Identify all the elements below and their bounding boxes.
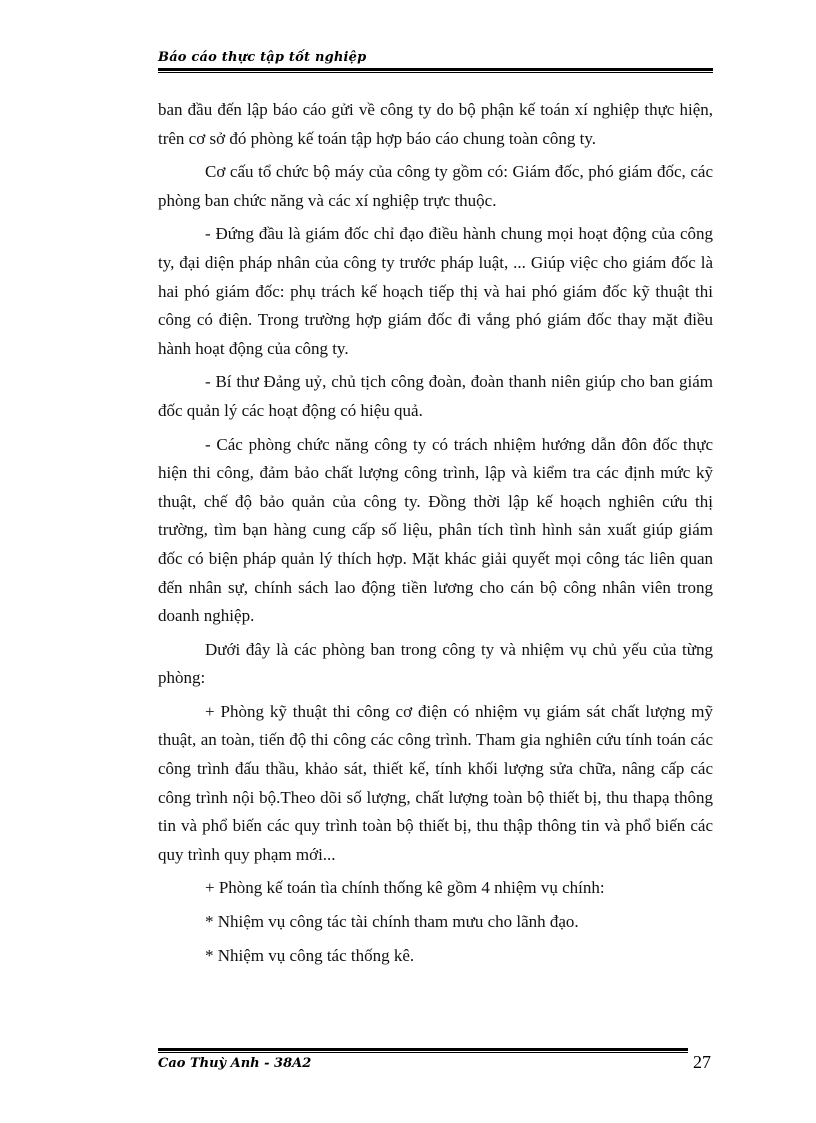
paragraph-6: Dưới đây là các phòng ban trong công ty và nhiệm vụ chủ yếu của từng phòng: [158, 639, 713, 688]
paragraph-8: + Phòng kế toán tìa chính thống kê gồm 4 nhiệm vụ chính: [205, 878, 605, 898]
page-number: 27 [693, 1052, 711, 1072]
footer-rule [158, 1048, 688, 1053]
paragraph-10: * Nhiệm vụ công tác thống kê. [205, 945, 415, 965]
paragraph-3: - Đứng đầu là giám đốc chỉ đạo điều hành chung mọi hoạt động của công ty, đại diện pháp nhân của công ty trước pháp luật, ... Giúp việc cho giám đốc là hai phó giám đốc: phụ trách kế hoạch tiếp thị và hai phó giám đốc kỹ thuật thi công có điện. Trong trường hợp giám đốc đi vắng phó giám đốc thay mặt điều hành hoạt động của công ty. [158, 224, 713, 358]
paragraph-9: * Nhiệm vụ công tác tài chính tham mưu cho lãnh đạo. [205, 912, 579, 932]
footer-author: Cao Thuỳ Anh - 38A2 [158, 1056, 312, 1071]
paragraph-2: Cơ cấu tổ chức bộ máy của công ty gồm có: Giám đốc, phó giám đốc, các phòng ban chức năng và các xí nghiệp trực thuộc. [158, 162, 713, 210]
header-title: Báo cáo thực tập tốt nghiệp [158, 50, 367, 65]
paragraph-4: - Bí thư Đảng uỷ, chủ tịch công đoàn, đoàn thanh niên giúp cho ban giám đốc quản lý các hoạt động có hiệu quả. [158, 372, 713, 420]
page-header [158, 50, 713, 70]
page-footer [158, 1048, 713, 1088]
paragraph-1: ban đầu đến lập báo cáo gửi về công ty do bộ phận kế toán xí nghiệp thực hiện, trên cơ sở đó phòng kế toán tập hợp báo cáo chung toàn công ty. [158, 100, 713, 148]
paragraph-5: - Các phòng chức năng công ty có trách nhiệm hướng dẫn đôn đốc thực hiện thi công, đảm bảo chất lượng công trình, lập và kiểm tra các định mức kỹ thuật, chế độ bảo quản của công ty. Đồng thời lập kế hoạch nghiên cứu thị trường, tìm bạn hàng cung cấp số liệu, phân tích tình hình sản xuất giúp giám đốc có biện pháp quản lý thích hợp. Mặt khác giải quyết mọi công tác liên quan đến nhân sự, chính sách lao động tiền lương cho cán bộ công nhân viên trong doanh nghiệp. [158, 434, 713, 626]
header-rule [158, 68, 713, 73]
body-text [158, 96, 713, 970]
paragraph-7: + Phòng kỹ thuật thi công cơ điện có nhiệm vụ giám sát chất lượng mỹ thuật, an toàn, tiến độ thi công các công trình. Tham gia nghiên cứu tính toán các công trình đấu thầu, khảo sát, thiết kế, tính khối lượng sửa chữa, nâng cấp các công trình nội bộ.Theo dõi số lượng, chất lượng toàn bộ thiết bị, thu thapạ thông tin và phổ biến các quy trình toàn bộ thiết bị, thu thập thông tin và phổ biến các quy trình quy phạm mới... [158, 701, 713, 864]
